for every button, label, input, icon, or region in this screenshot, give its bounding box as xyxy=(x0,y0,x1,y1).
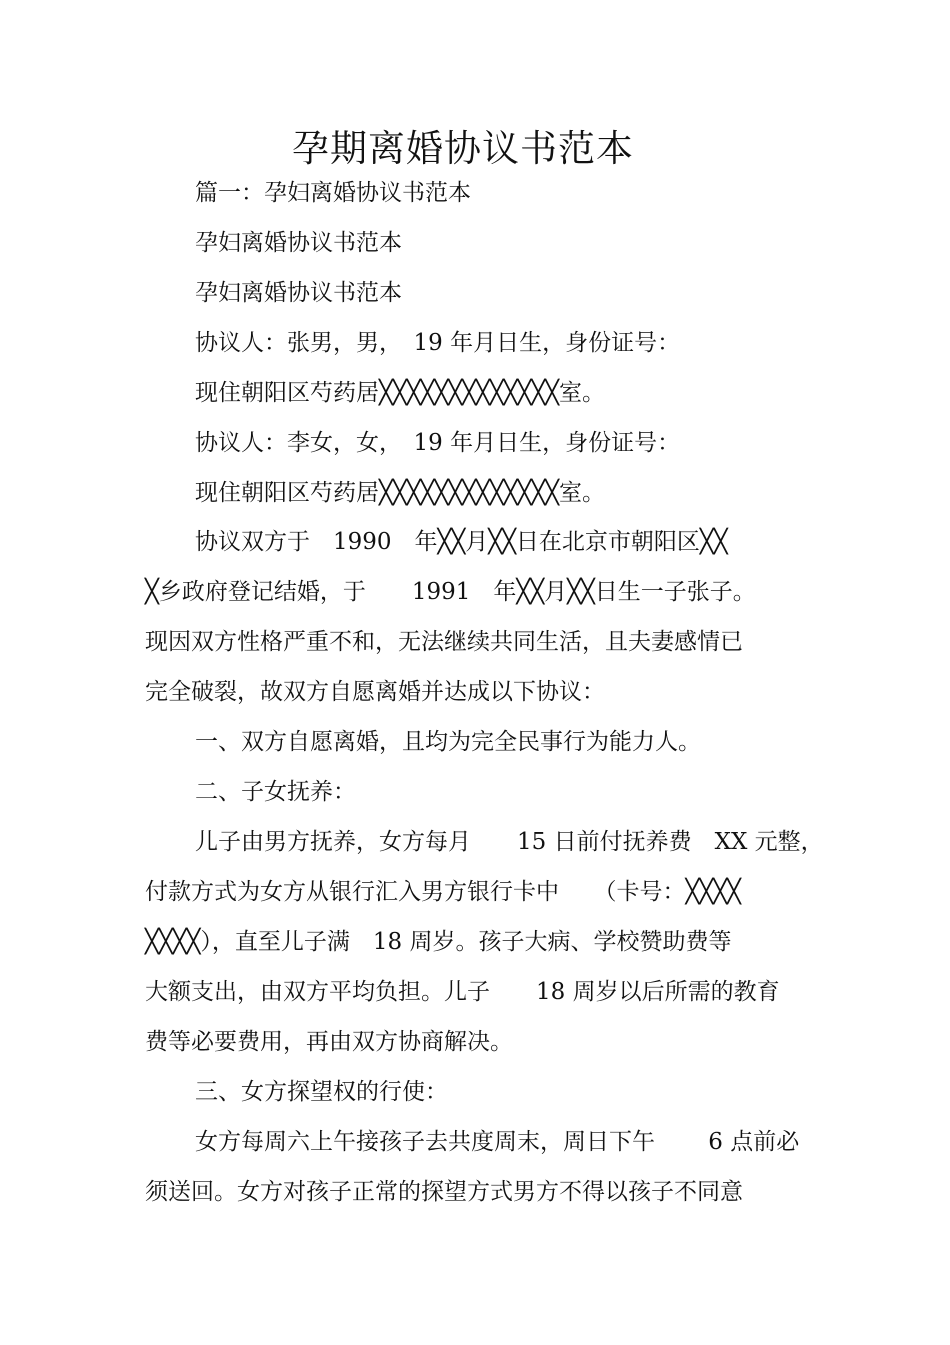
party-line: 协议人：张男，男， 19 年月日生，身份证号： xyxy=(195,330,681,356)
paragraph-line: 付款方式为女方从银行汇入男方银行卡中 （卡号：╳╳╳╳ xyxy=(145,879,741,905)
paragraph-line: 须送回。女方对孩子正常的探望方式男方不得以孩子不同意 xyxy=(145,1179,743,1205)
paragraph-line: 儿子由男方抚养，女方每月 15 日前付抚养费 XX 元整， xyxy=(195,829,824,855)
paragraph-line: 大额支出，由双方平均负担。儿子 18 周岁以后所需的教育 xyxy=(145,979,780,1005)
address-line: 现住朝阳区芍药居╳╳╳╳╳╳╳╳╳╳╳╳╳室。 xyxy=(195,380,606,406)
paragraph-line: 完全破裂，故双方自愿离婚并达成以下协议： xyxy=(145,679,605,705)
party-line: 协议人：李女，女， 19 年月日生，身份证号： xyxy=(195,430,681,456)
paragraph-line: 费等必要费用，再由双方协商解决。 xyxy=(145,1029,513,1055)
clause-heading: 三、女方探望权的行使： xyxy=(195,1079,448,1105)
section-heading: 篇一：孕妇离婚协议书范本 xyxy=(195,180,471,206)
paragraph-line: 现因双方性格严重不和，无法继续共同生活，且夫妻感情已 xyxy=(145,629,743,655)
paragraph-line: 女方每周六上午接孩子去共度周末，周日下午 6 点前必 xyxy=(195,1129,800,1155)
address-line: 现住朝阳区芍药居╳╳╳╳╳╳╳╳╳╳╳╳╳室。 xyxy=(195,480,606,506)
clause-heading: 二、子女抚养： xyxy=(195,779,356,805)
subtitle-line: 孕妇离婚协议书范本 xyxy=(195,280,402,306)
subtitle-line: 孕妇离婚协议书范本 xyxy=(195,230,402,256)
clause-line: 一、双方自愿离婚，且均为完全民事行为能力人。 xyxy=(195,729,701,755)
paragraph-line: ╳╳╳╳），直至儿子满 18 周岁。孩子大病、学校赞助费等 xyxy=(145,929,732,955)
paragraph-line: ╳乡政府登记结婚，于 1991 年╳╳月╳╳日生一子张子。 xyxy=(145,579,756,605)
document-title: 孕期离婚协议书范本 xyxy=(292,127,634,170)
paragraph-line: 协议双方于 1990 年╳╳月╳╳日在北京市朝阳区╳╳ xyxy=(195,529,728,555)
